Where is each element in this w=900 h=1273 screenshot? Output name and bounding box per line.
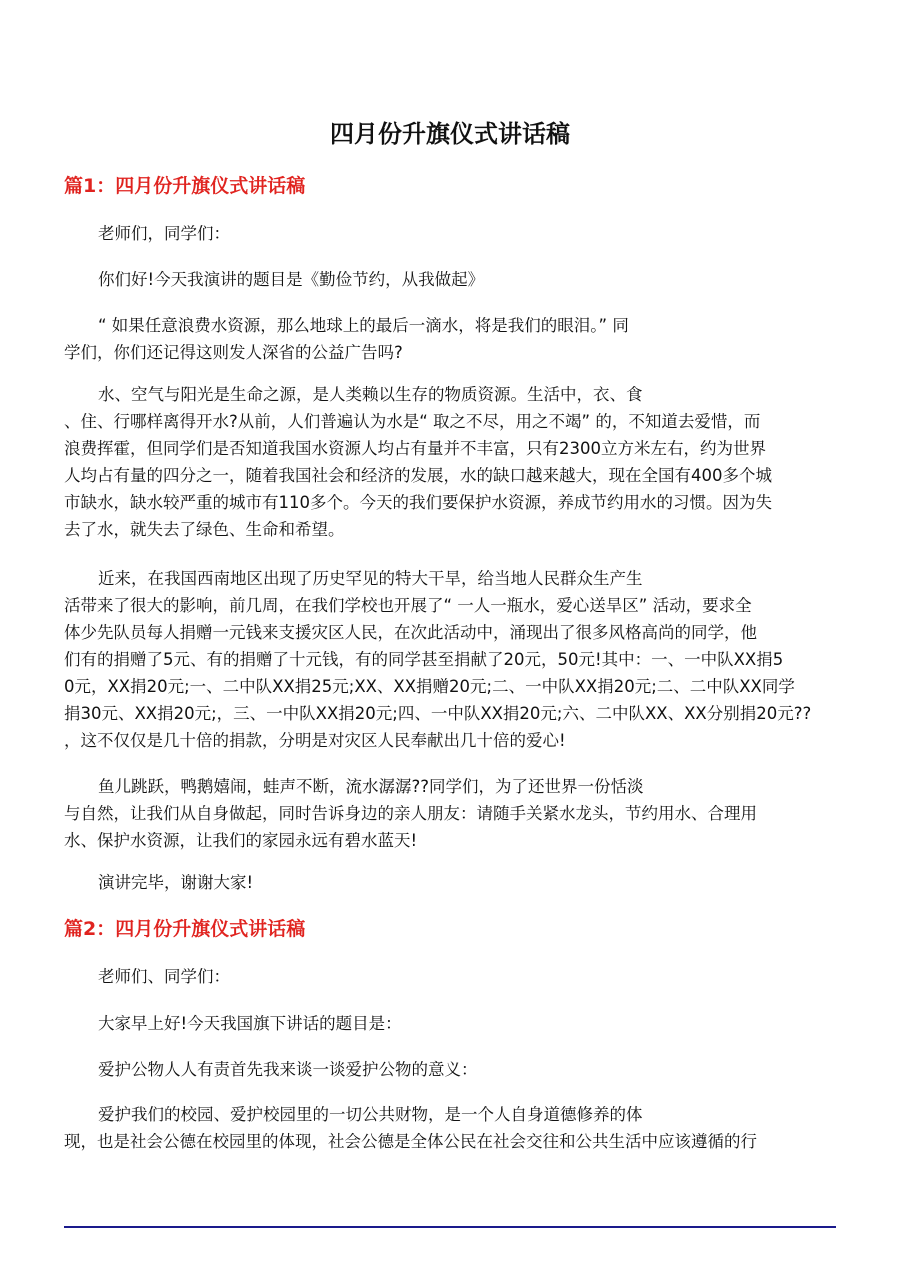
paragraph-line: 活带来了很大的影响，前几周，在我们学校也开展了“ 一人一瓶水，爱心送旱区” 活动，要求全 xyxy=(64,596,752,615)
paragraph-line: 学们，你们还记得这则发人深省的公益广告吗? xyxy=(64,343,403,362)
paragraph-line: 、住、行哪样离得开水?从前，人们普遍认为水是“ 取之不尽，用之不竭” 的，不知道去爱惜，而 xyxy=(64,412,761,431)
document-title: 四月份升旗仪式讲话稿 xyxy=(330,120,570,148)
paragraph xyxy=(64,266,836,293)
paragraph-line: 人均占有量的四分之一，随着我国社会和经济的发展，水的缺口越来越大，现在全国有400多个城 xyxy=(64,466,772,485)
paragraph-line: 爱护公物人人有责首先我来谈一谈爱护公物的意义： xyxy=(98,1060,478,1079)
paragraph xyxy=(64,1056,836,1083)
paragraph-line: 市缺水，缺水较严重的城市有110多个。今天的我们要保护水资源，养成节约用水的习惯。因为失 xyxy=(64,493,772,512)
paragraph-line: 演讲完毕，谢谢大家! xyxy=(98,873,254,892)
paragraph xyxy=(64,1010,836,1037)
paragraph-line: 捐30元、XX捐20元;，三、一中队XX捐20元;四、一中队XX捐20元;六、二中队XX、XX分别捐20元?? xyxy=(64,704,812,723)
paragraph xyxy=(64,312,836,366)
paragraph-line: 现，也是社会公德在校园里的体现，社会公德是全体公民在社会交往和公共生活中应该遵循的行 xyxy=(64,1132,757,1151)
paragraph-line: 体少先队员每人捐赠一元钱来支援灾区人民，在次此活动中，涌现出了很多风格高尚的同学，他 xyxy=(64,623,757,642)
paragraph xyxy=(64,963,836,990)
paragraph-line: ，这不仅仅是几十倍的捐款，分明是对灾区人民奉献出几十倍的爱心! xyxy=(64,731,566,750)
page-bottom-rule xyxy=(64,1226,836,1228)
paragraph-line: 爱护我们的校园、爱护校园里的一切公共财物，是一个人自身道德修养的体 xyxy=(98,1105,643,1124)
paragraph-line: “ 如果任意浪费水资源，那么地球上的最后一滴水，将是我们的眼泪。” 同 xyxy=(98,316,629,335)
section-heading-1: 篇1：四月份升旗仪式讲话稿 xyxy=(64,175,306,197)
paragraph xyxy=(64,1101,836,1155)
paragraph-line: 鱼儿跳跃，鸭鹅嬉闹，蛙声不断，流水潺潺??同学们，为了还世界一份恬淡 xyxy=(98,777,644,796)
paragraph-line: 去了水，就失去了绿色、生命和希望。 xyxy=(64,520,345,539)
paragraph-line: 老师们，同学们： xyxy=(98,224,230,243)
paragraph xyxy=(64,773,836,854)
section-heading-2: 篇2：四月份升旗仪式讲话稿 xyxy=(64,918,306,940)
paragraph xyxy=(64,565,836,754)
paragraph-line: 你们好!今天我演讲的题目是《勤俭节约，从我做起》 xyxy=(98,270,485,289)
paragraph xyxy=(64,220,836,247)
paragraph-line: 水、保护水资源，让我们的家园永远有碧水蓝天! xyxy=(64,831,418,850)
paragraph-line: 与自然，让我们从自身做起，同时告诉身边的亲人朋友：请随手关紧水龙头，节约用水、合理用 xyxy=(64,804,757,823)
paragraph-line: 老师们、同学们： xyxy=(98,967,230,986)
paragraph-line: 浪费挥霍，但同学们是否知道我国水资源人均占有量并不丰富，只有2300立方米左右，约为世界 xyxy=(64,439,766,458)
paragraph-line: 0元，XX捐20元;一、二中队XX捐25元;XX、XX捐赠20元;二、一中队XX捐20元;二、二中队XX同学 xyxy=(64,677,795,696)
paragraph-line: 们有的捐赠了5元、有的捐赠了十元钱，有的同学甚至捐献了20元，50元!其中：一、一中队XX捐5 xyxy=(64,650,784,669)
paragraph xyxy=(64,869,836,896)
paragraph-line: 水、空气与阳光是生命之源，是人类赖以生存的物质资源。生活中，衣、食 xyxy=(98,385,643,404)
paragraph xyxy=(64,381,836,543)
paragraph-line: 大家早上好!今天我国旗下讲话的题目是： xyxy=(98,1014,402,1033)
paragraph-line: 近来，在我国西南地区出现了历史罕见的特大干旱，给当地人民群众生产生 xyxy=(98,569,643,588)
